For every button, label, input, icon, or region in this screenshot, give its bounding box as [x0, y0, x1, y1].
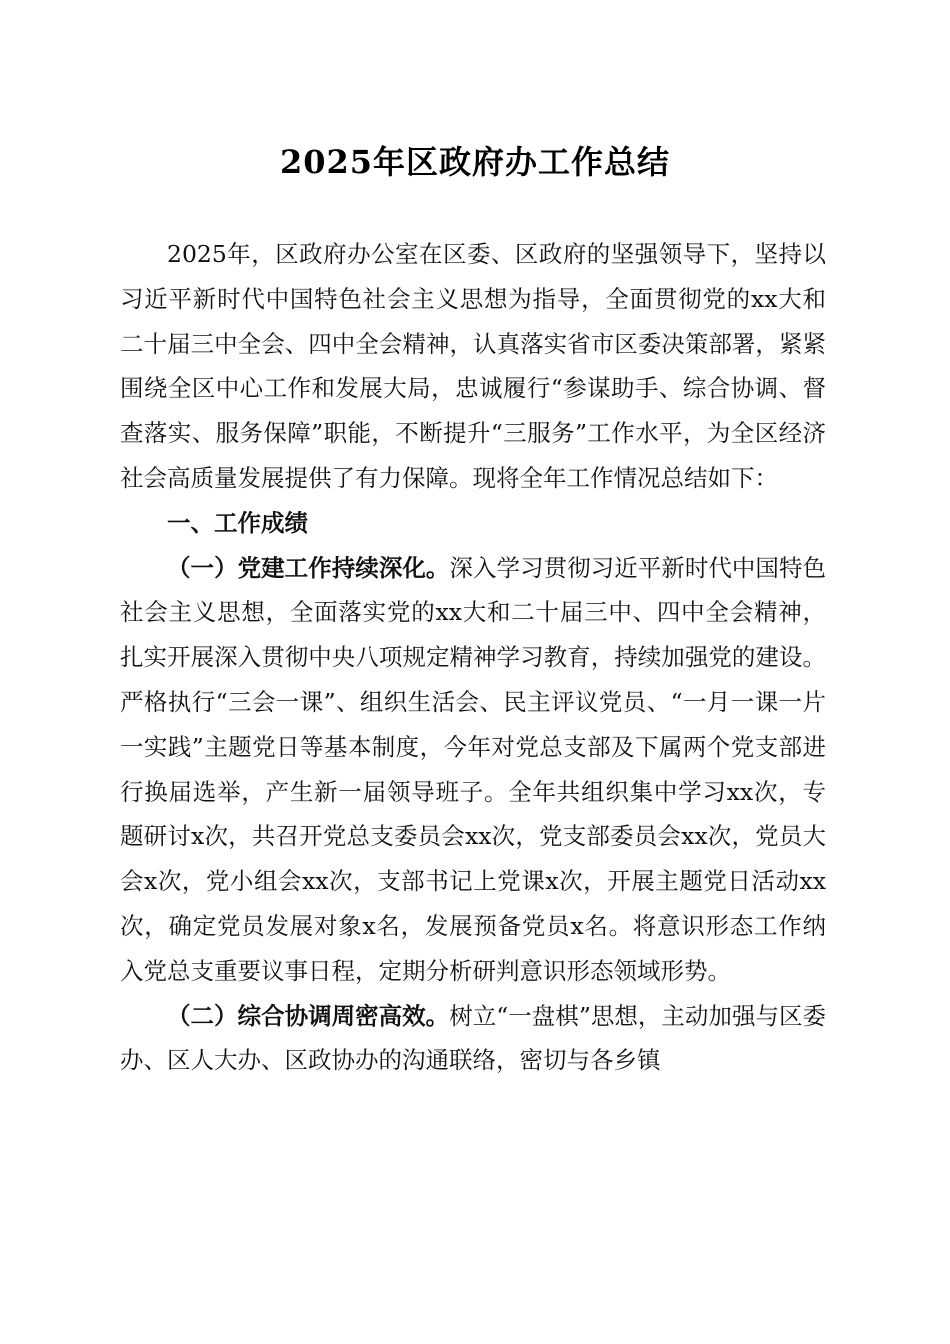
item-2-lead: （二）综合协调周密高效。: [167, 1001, 450, 1030]
item-2-paragraph: [120, 994, 826, 1084]
item-1-paragraph: [120, 546, 826, 994]
item-1-body: 深入学习贯彻习近平新时代中国特色社会主义思想，全面落实党的xx大和二十届三中、四中全会精神，扎实开展深入贯彻中央八项规定精神学习教育，持续加强党的建设。严格执行“三会一课”、组织生活会、民主评议党员、“一月一课一片一实践”主题党日等基本制度，今年对党总支部及下属两个党支部进行换届选举，产生新一届领导班子。全年共组织集中学习xx次，专题研讨x次，共召开党总支委员会xx次，党支部委员会xx次，党员大会x次，党小组会xx次，支部书记上党课x次，开展主题党日活动xx次，确定党员发展对象x名，发展预备党员x名。将意识形态工作纳入党总支重要议事日程，定期分析研判意识形态领域形势。: [120, 553, 827, 985]
document-title: 2025年区政府办工作总结: [279, 143, 671, 181]
item-2-body: 树立“一盘棋”思想，主动加强与区委办、区人大办、区政协办的沟通联络，密切与各乡镇: [120, 1001, 826, 1075]
item-1-lead: （一）党建工作持续深化。: [167, 553, 450, 582]
intro-paragraph: 2025年，区政府办公室在区委、区政府的坚强领导下，坚持以习近平新时代中国特色社会主义思想为指导，全面贯彻党的xx大和二十届三中全会、四中全会精神，认真落实省市区委决策部署，紧紧围绕全区中心工作和发展大局，忠诚履行“参谋助手、综合协调、督查落实、服务保障”职能，不断提升“三服务”工作水平，为全区经济社会高质量发展提供了有力保障。现将全年工作情况总结如下：: [120, 240, 826, 492]
document-body: [120, 232, 826, 1083]
section-heading: 一、工作成绩: [167, 508, 308, 537]
